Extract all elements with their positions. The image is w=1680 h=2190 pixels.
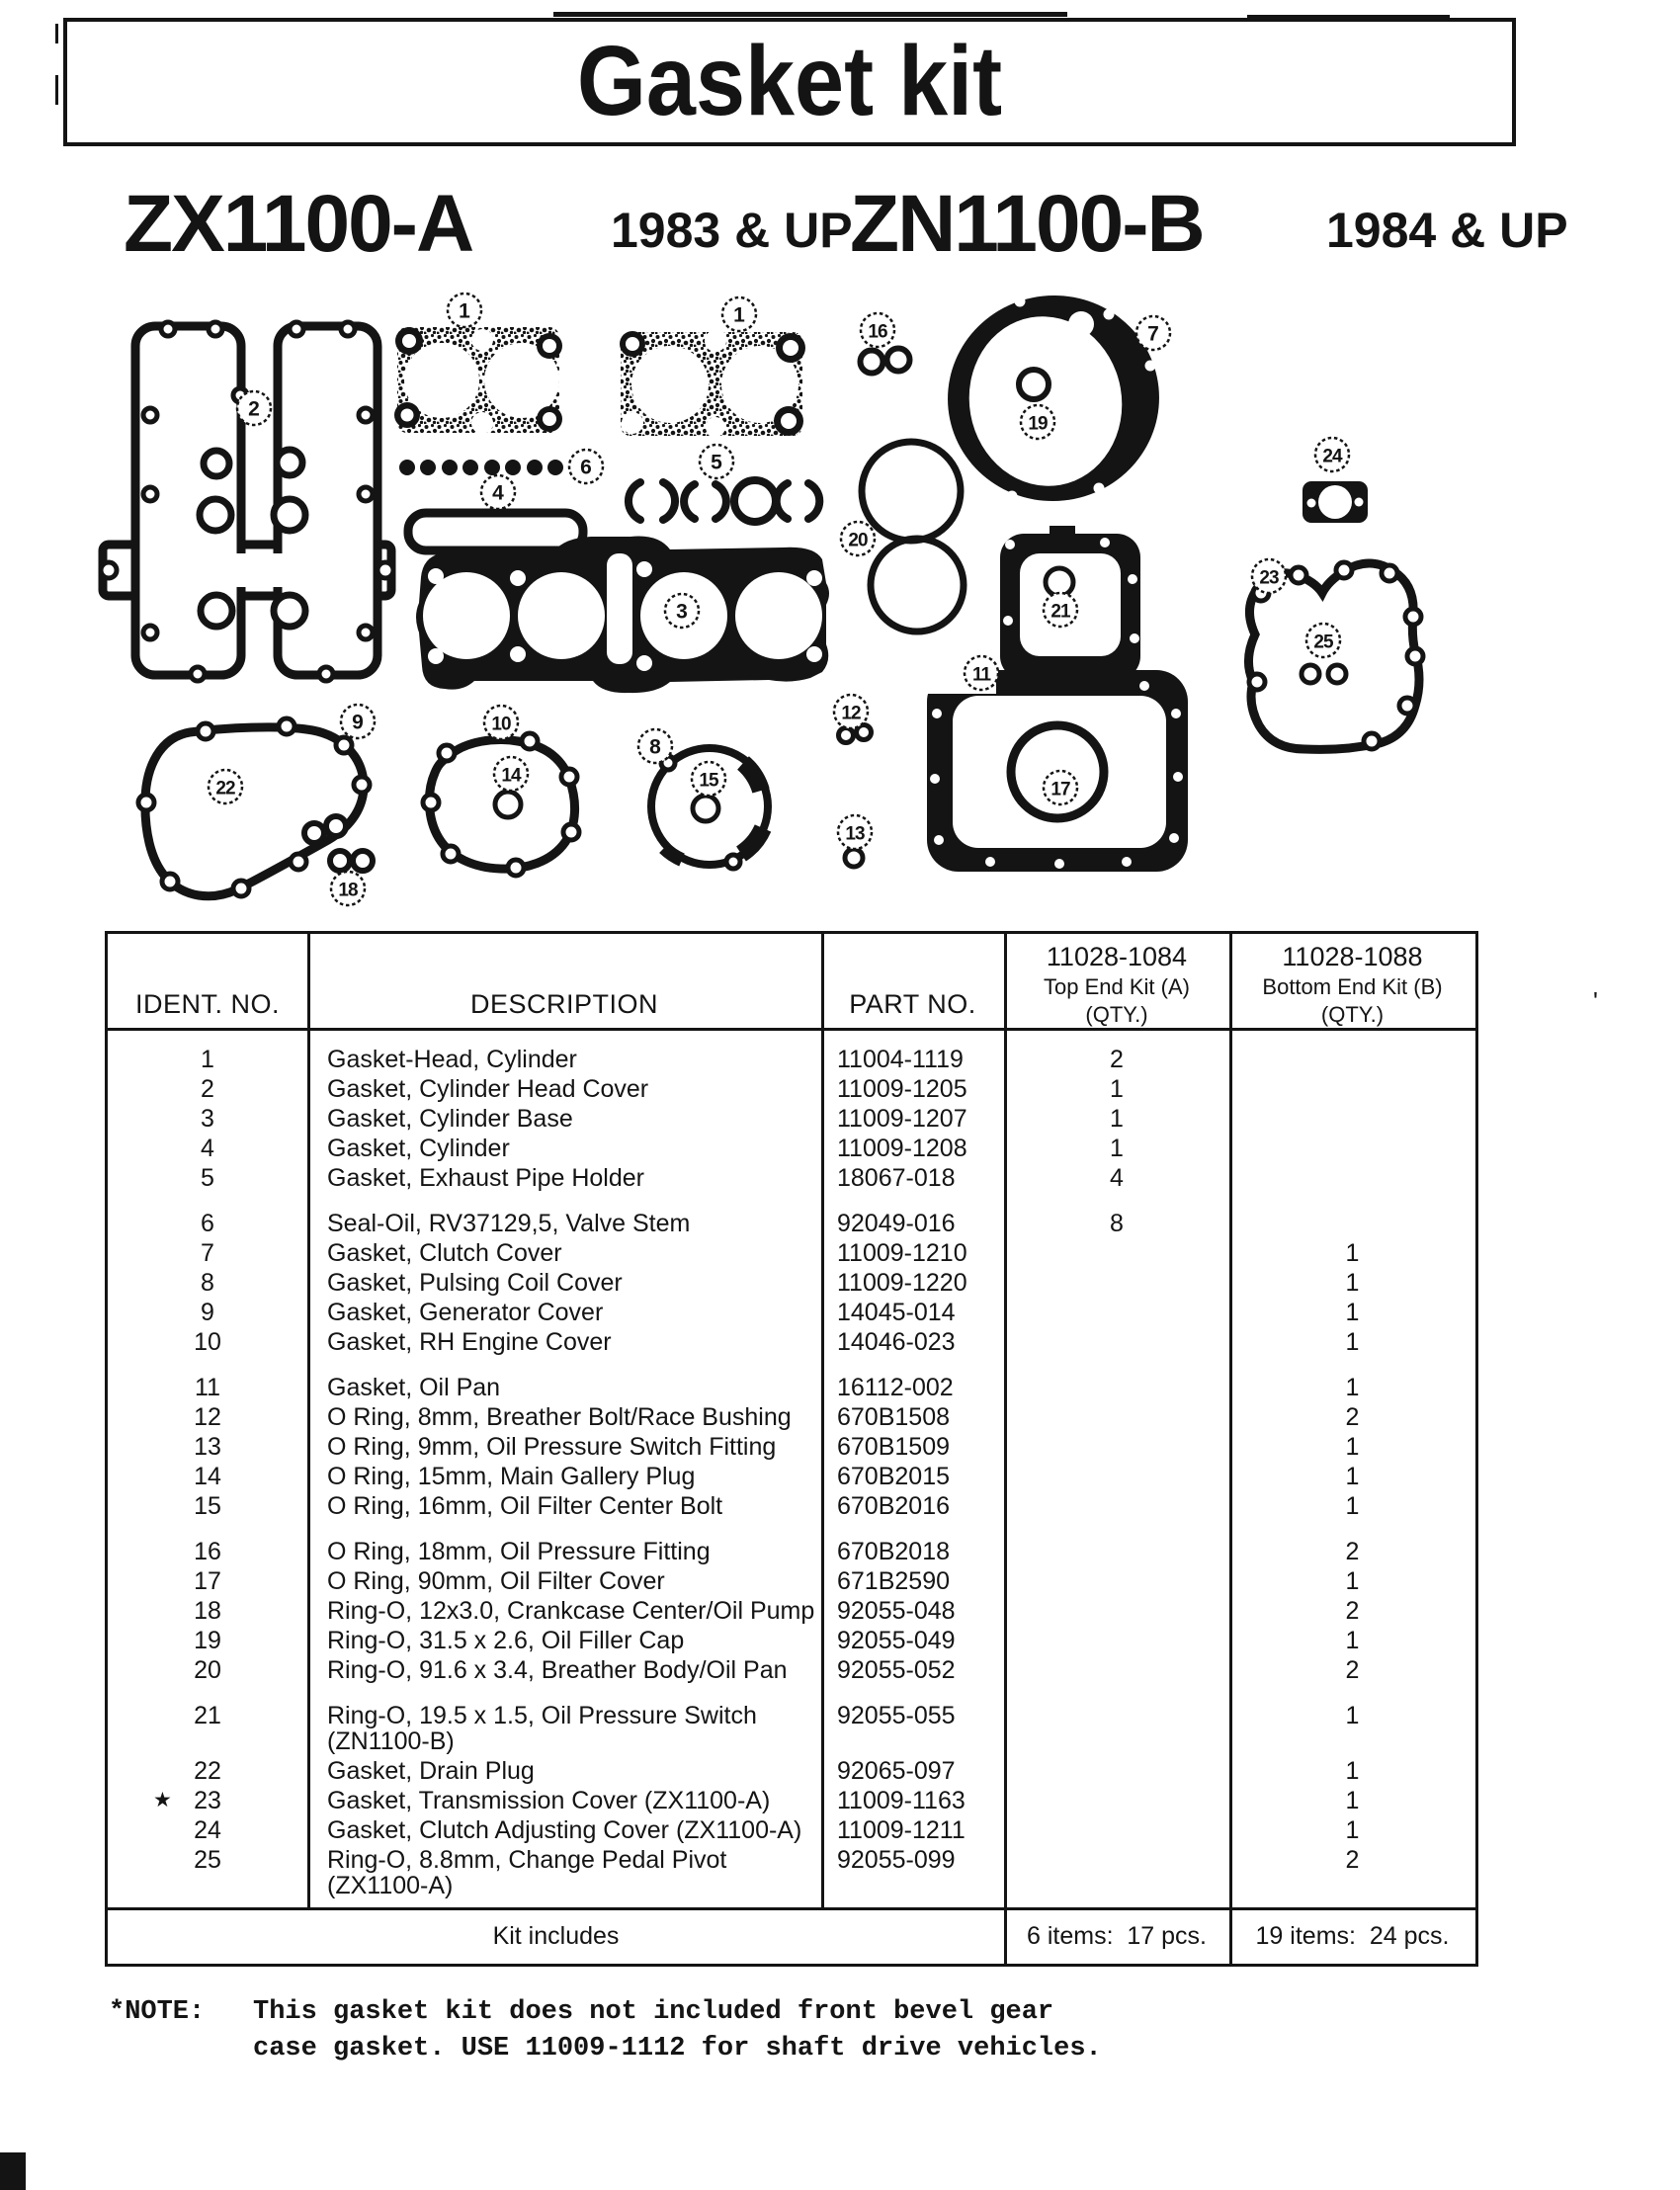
svg-text:9: 9 xyxy=(352,711,364,734)
table-row xyxy=(108,1373,1475,1402)
description: Gasket, Cylinder xyxy=(327,1135,510,1162)
description-continued: (ZX1100-A) xyxy=(327,1872,454,1899)
part-no: 670B1509 xyxy=(837,1433,951,1461)
table-row xyxy=(108,1845,1475,1875)
description: O Ring, 8mm, Breather Bolt/Race Bushing xyxy=(327,1403,792,1431)
header-description: DESCRIPTION xyxy=(469,989,659,1019)
table-row xyxy=(108,1268,1475,1298)
description: Ring-O, 8.8mm, Change Pedal Pivot xyxy=(327,1846,727,1874)
description: O Ring, 90mm, Oil Filter Cover xyxy=(327,1567,665,1595)
parts-table xyxy=(105,931,1478,1967)
table-row xyxy=(108,1298,1475,1327)
svg-text:7: 7 xyxy=(1147,322,1159,346)
model-years-zn1100b: 1984 & UP xyxy=(1326,203,1568,258)
qty-bottom-end-kit: 1 xyxy=(1345,1757,1360,1785)
callout-20 xyxy=(841,522,875,555)
svg-text:15: 15 xyxy=(699,770,718,792)
callout-3 xyxy=(665,594,699,628)
callout-19 xyxy=(1021,405,1054,439)
description: O Ring, 18mm, Oil Pressure Fitting xyxy=(327,1538,711,1565)
qty-top-end-kit: 4 xyxy=(1110,1164,1124,1192)
description: Ring-O, 19.5 x 1.5, Oil Pressure Switch xyxy=(327,1702,757,1729)
callout-21 xyxy=(1044,593,1077,627)
callout-2 xyxy=(237,391,271,425)
clutch-cover-gasket-drawing xyxy=(938,285,1170,511)
cylinder-gasket-drawing xyxy=(408,513,583,550)
note-line: This gasket kit does not included front bevel gear xyxy=(253,1997,1054,2027)
svg-text:23: 23 xyxy=(1259,567,1279,589)
callout-24 xyxy=(1315,438,1349,471)
callout-4 xyxy=(481,475,515,509)
callout-23 xyxy=(1252,559,1286,593)
head-cover-gasket-drawing xyxy=(101,322,393,681)
row-spacer xyxy=(108,1193,1475,1209)
callout-1 xyxy=(722,297,756,331)
ident-no: 21 xyxy=(194,1702,221,1729)
description: O Ring, 16mm, Oil Filter Center Bolt xyxy=(327,1492,723,1520)
qty-bottom-end-kit: 1 xyxy=(1345,1463,1360,1490)
part-no: 92049-016 xyxy=(837,1210,956,1237)
description: Gasket, Generator Cover xyxy=(327,1299,604,1326)
head-gasket-drawing xyxy=(394,327,562,434)
part-no: 92065-097 xyxy=(837,1757,956,1785)
description: Gasket, Clutch Cover xyxy=(327,1239,562,1267)
generator-cover-gasket-drawing xyxy=(138,718,373,896)
page-title: Gasket kit xyxy=(576,26,1003,136)
svg-text:12: 12 xyxy=(841,703,861,724)
description: O Ring, 9mm, Oil Pressure Switch Fitting xyxy=(327,1433,777,1461)
ident-no: 7 xyxy=(201,1239,214,1267)
table-row xyxy=(108,1163,1475,1193)
ident-no: 1 xyxy=(201,1046,214,1073)
part-no: 670B1508 xyxy=(837,1403,951,1431)
kit-a-part-no: 11028-1084 xyxy=(1046,942,1188,971)
ident-no: 11 xyxy=(195,1374,220,1401)
callout-22 xyxy=(209,770,242,803)
part-no: 16112-002 xyxy=(837,1374,954,1401)
svg-text:11: 11 xyxy=(971,664,991,686)
footnote xyxy=(109,1994,1102,2067)
table-row xyxy=(108,1462,1475,1491)
ident-no: 18 xyxy=(194,1597,221,1625)
part-no: 11009-1210 xyxy=(837,1239,967,1267)
table-row xyxy=(108,1491,1475,1521)
part-no: 11009-1220 xyxy=(837,1269,967,1297)
description: Ring-O, 91.6 x 3.4, Breather Body/Oil Pan xyxy=(327,1656,788,1684)
qty-bottom-end-kit: 1 xyxy=(1345,1702,1360,1729)
oring-18mm-drawing xyxy=(861,349,910,374)
svg-text:1: 1 xyxy=(733,303,745,327)
svg-text:8: 8 xyxy=(649,735,661,759)
description: Ring-O, 12x3.0, Crankcase Center/Oil Pump xyxy=(327,1597,815,1625)
table-row xyxy=(108,1566,1475,1596)
callout-9 xyxy=(341,705,375,738)
ident-no: 24 xyxy=(194,1816,221,1844)
exhaust-holder-gaskets-drawing xyxy=(629,480,819,522)
qty-bottom-end-kit: 2 xyxy=(1345,1846,1360,1874)
note-text xyxy=(253,1994,1102,2067)
qty-bottom-end-kit: 1 xyxy=(1345,1269,1360,1297)
header-top-end-kit xyxy=(1004,941,1229,1028)
qty-bottom-end-kit: 1 xyxy=(1345,1492,1360,1520)
row-spacer xyxy=(108,1031,1475,1045)
qty-bottom-end-kit: 1 xyxy=(1345,1328,1360,1356)
ident-no: 3 xyxy=(201,1105,214,1133)
callout-12 xyxy=(834,695,868,728)
part-no: 14045-014 xyxy=(837,1299,956,1326)
svg-text:4: 4 xyxy=(492,481,504,505)
qty-bottom-end-kit: 1 xyxy=(1345,1433,1360,1461)
table-row xyxy=(108,1074,1475,1104)
row-spacer xyxy=(108,1521,1475,1537)
svg-text:10: 10 xyxy=(491,714,511,735)
qty-top-end-kit: 2 xyxy=(1110,1046,1124,1073)
part-no: 92055-048 xyxy=(837,1597,956,1625)
ident-no: 8 xyxy=(201,1269,214,1297)
description: Gasket, Oil Pan xyxy=(327,1374,501,1401)
part-no: 92055-055 xyxy=(837,1702,956,1729)
callout-8 xyxy=(638,729,672,763)
qty-bottom-end-kit: 2 xyxy=(1345,1597,1360,1625)
svg-text:3: 3 xyxy=(676,600,688,624)
qty-bottom-end-kit: 1 xyxy=(1345,1567,1360,1595)
kit-a-qty-label: (QTY.) xyxy=(1085,1001,1148,1027)
description: Ring-O, 31.5 x 2.6, Oil Filler Cap xyxy=(327,1627,685,1654)
svg-text:17: 17 xyxy=(1050,779,1070,800)
part-no: 671B2590 xyxy=(837,1567,951,1595)
row-spacer xyxy=(108,1685,1475,1701)
callout-11 xyxy=(965,656,998,690)
part-no: 92055-052 xyxy=(837,1656,956,1684)
ident-no: 22 xyxy=(194,1757,221,1785)
ident-no: 9 xyxy=(201,1299,214,1326)
table-row xyxy=(108,1432,1475,1462)
ident-no: 14 xyxy=(194,1463,221,1490)
part-no: 11009-1205 xyxy=(837,1075,967,1103)
ident-no: 10 xyxy=(194,1328,221,1356)
description: O Ring, 15mm, Main Gallery Plug xyxy=(327,1463,696,1490)
qty-bottom-end-kit: 1 xyxy=(1345,1787,1360,1814)
qty-top-end-kit: 1 xyxy=(1110,1135,1124,1162)
callout-17 xyxy=(1044,771,1077,804)
qty-top-end-kit: 1 xyxy=(1110,1105,1124,1133)
callout-25 xyxy=(1306,624,1340,657)
callout-16 xyxy=(861,313,894,347)
table-header xyxy=(108,934,1475,1031)
model-name-zx1100a: ZX1100-A xyxy=(124,179,473,269)
oil-pan-gasket-drawing xyxy=(919,526,1188,872)
qty-bottom-end-kit: 1 xyxy=(1345,1299,1360,1326)
description: Gasket, Drain Plug xyxy=(327,1757,535,1785)
callout-14 xyxy=(494,757,528,791)
description: Gasket-Head, Cylinder xyxy=(327,1046,577,1073)
description: Gasket, Exhaust Pipe Holder xyxy=(327,1164,644,1192)
description: Gasket, Transmission Cover (ZX1100-A) xyxy=(327,1787,771,1814)
kit-includes-label: Kit includes xyxy=(492,1922,620,1950)
qty-bottom-end-kit: 2 xyxy=(1345,1656,1360,1684)
callout-5 xyxy=(700,445,733,478)
table-row xyxy=(108,1786,1475,1815)
table-row xyxy=(108,1209,1475,1238)
oring-91mm-drawing xyxy=(862,442,964,632)
table-row xyxy=(108,1104,1475,1134)
ident-no: 23 xyxy=(194,1787,221,1814)
clutch-adjusting-cover-gasket-drawing xyxy=(1302,481,1368,523)
ident-no: 12 xyxy=(194,1403,221,1431)
rh-engine-cover-gasket-drawing xyxy=(423,733,579,876)
part-no: 92055-099 xyxy=(837,1846,956,1874)
table-row xyxy=(108,1537,1475,1566)
qty-bottom-end-kit: 1 xyxy=(1345,1816,1360,1844)
table-row xyxy=(108,1655,1475,1685)
table-row xyxy=(108,1756,1475,1786)
note-label: *NOTE: xyxy=(109,1997,206,2027)
kit-b-qty-label: (QTY.) xyxy=(1320,1001,1385,1027)
row-spacer xyxy=(108,1357,1475,1373)
ident-no: 15 xyxy=(194,1492,221,1520)
svg-text:1: 1 xyxy=(459,299,470,323)
callout-13 xyxy=(838,815,872,849)
note-line: case gasket. USE 11009-1112 for shaft drive vehicles. xyxy=(253,2034,1102,2064)
table-row xyxy=(108,1134,1475,1163)
callout-10 xyxy=(484,706,518,739)
svg-text:14: 14 xyxy=(501,765,521,787)
svg-text:25: 25 xyxy=(1313,632,1333,653)
table-row xyxy=(108,1626,1475,1655)
svg-text:18: 18 xyxy=(338,880,358,901)
description: Gasket, Clutch Adjusting Cover (ZX1100-A) xyxy=(327,1816,802,1844)
callout-15 xyxy=(692,762,725,796)
callout-6 xyxy=(569,450,603,483)
table-row-continuation xyxy=(108,1727,1475,1756)
qty-top-end-kit: 8 xyxy=(1110,1210,1124,1237)
table-footer xyxy=(108,1907,1475,1964)
qty-bottom-end-kit: 1 xyxy=(1345,1627,1360,1654)
svg-text:13: 13 xyxy=(845,823,865,845)
part-no: 670B2018 xyxy=(837,1538,951,1565)
part-no: 11009-1211 xyxy=(837,1816,966,1844)
ident-no: 6 xyxy=(201,1210,214,1237)
table-row xyxy=(108,1238,1475,1268)
part-no: 11004-1119 xyxy=(837,1046,964,1073)
part-no: 11009-1208 xyxy=(837,1135,967,1162)
part-no: 92055-049 xyxy=(837,1627,956,1654)
svg-text:22: 22 xyxy=(215,778,235,800)
callout-7 xyxy=(1136,316,1170,350)
model-name-zn1100b: ZN1100-B xyxy=(850,179,1204,269)
table-row xyxy=(108,1596,1475,1626)
head-gasket-drawing xyxy=(620,330,805,437)
table-row xyxy=(108,1045,1475,1074)
description: Seal-Oil, RV37129,5, Valve Stem xyxy=(327,1210,691,1237)
scan-artifact-tick: ' xyxy=(1593,986,1598,1016)
part-no: 14046-023 xyxy=(837,1328,956,1356)
table-row xyxy=(108,1402,1475,1432)
svg-text:16: 16 xyxy=(868,321,887,343)
ident-no: 5 xyxy=(201,1164,214,1192)
ident-no: 16 xyxy=(194,1538,221,1565)
header-part-no: PART NO. xyxy=(849,989,976,1019)
ident-no: 25 xyxy=(194,1846,221,1874)
table-row-continuation xyxy=(108,1872,1475,1900)
cylinder-base-gasket-drawing xyxy=(416,537,829,694)
svg-text:20: 20 xyxy=(848,530,868,551)
svg-text:6: 6 xyxy=(580,456,592,479)
description: Gasket, Cylinder Base xyxy=(327,1105,573,1133)
kit-b-name: Bottom End Kit (B) xyxy=(1262,974,1443,1000)
part-no: 18067-018 xyxy=(837,1164,956,1192)
part-no: 11009-1207 xyxy=(837,1105,967,1133)
description-continued: (ZN1100-B) xyxy=(327,1727,455,1755)
table-row xyxy=(108,1815,1475,1845)
ident-no: 4 xyxy=(201,1135,214,1162)
star-mark: ★ xyxy=(153,1789,172,1811)
valve-stem-seals-drawing xyxy=(399,460,563,475)
kit-b-total: 19 items: 24 pcs. xyxy=(1255,1922,1450,1950)
ident-no: 17 xyxy=(194,1567,221,1595)
description: Gasket, Cylinder Head Cover xyxy=(327,1075,649,1103)
ident-no: 2 xyxy=(201,1075,214,1103)
svg-text:24: 24 xyxy=(1322,446,1342,467)
callout-18 xyxy=(331,872,365,905)
header-bottom-end-kit xyxy=(1229,941,1475,1028)
part-no: 670B2015 xyxy=(837,1463,951,1490)
qty-bottom-end-kit: 2 xyxy=(1345,1403,1360,1431)
header-ident-no: IDENT. NO. xyxy=(134,989,280,1019)
svg-text:5: 5 xyxy=(711,451,722,474)
qty-bottom-end-kit: 1 xyxy=(1345,1374,1360,1401)
qty-bottom-end-kit: 1 xyxy=(1345,1239,1360,1267)
ident-no: 19 xyxy=(194,1627,221,1654)
model-years-zx1100a: 1983 & UP xyxy=(611,203,853,258)
ident-no: 20 xyxy=(194,1656,221,1684)
kit-b-part-no: 11028-1088 xyxy=(1282,942,1423,971)
description: Gasket, RH Engine Cover xyxy=(327,1328,612,1356)
qty-bottom-end-kit: 2 xyxy=(1345,1538,1360,1565)
table-row xyxy=(108,1327,1475,1357)
part-no: 11009-1163 xyxy=(837,1787,966,1814)
table-row xyxy=(108,1701,1475,1730)
table-body xyxy=(108,1031,1475,1907)
svg-text:21: 21 xyxy=(1050,601,1070,623)
qty-top-end-kit: 1 xyxy=(1110,1075,1124,1103)
svg-text:2: 2 xyxy=(248,397,260,421)
callout-1 xyxy=(448,294,481,327)
svg-text:19: 19 xyxy=(1028,413,1048,435)
description: Gasket, Pulsing Coil Cover xyxy=(327,1269,623,1297)
kit-a-total: 6 items: 17 pcs. xyxy=(1026,1922,1208,1950)
ident-no: 13 xyxy=(194,1433,221,1461)
kit-a-name: Top End Kit (A) xyxy=(1044,974,1190,1000)
part-no: 670B2016 xyxy=(837,1492,951,1520)
